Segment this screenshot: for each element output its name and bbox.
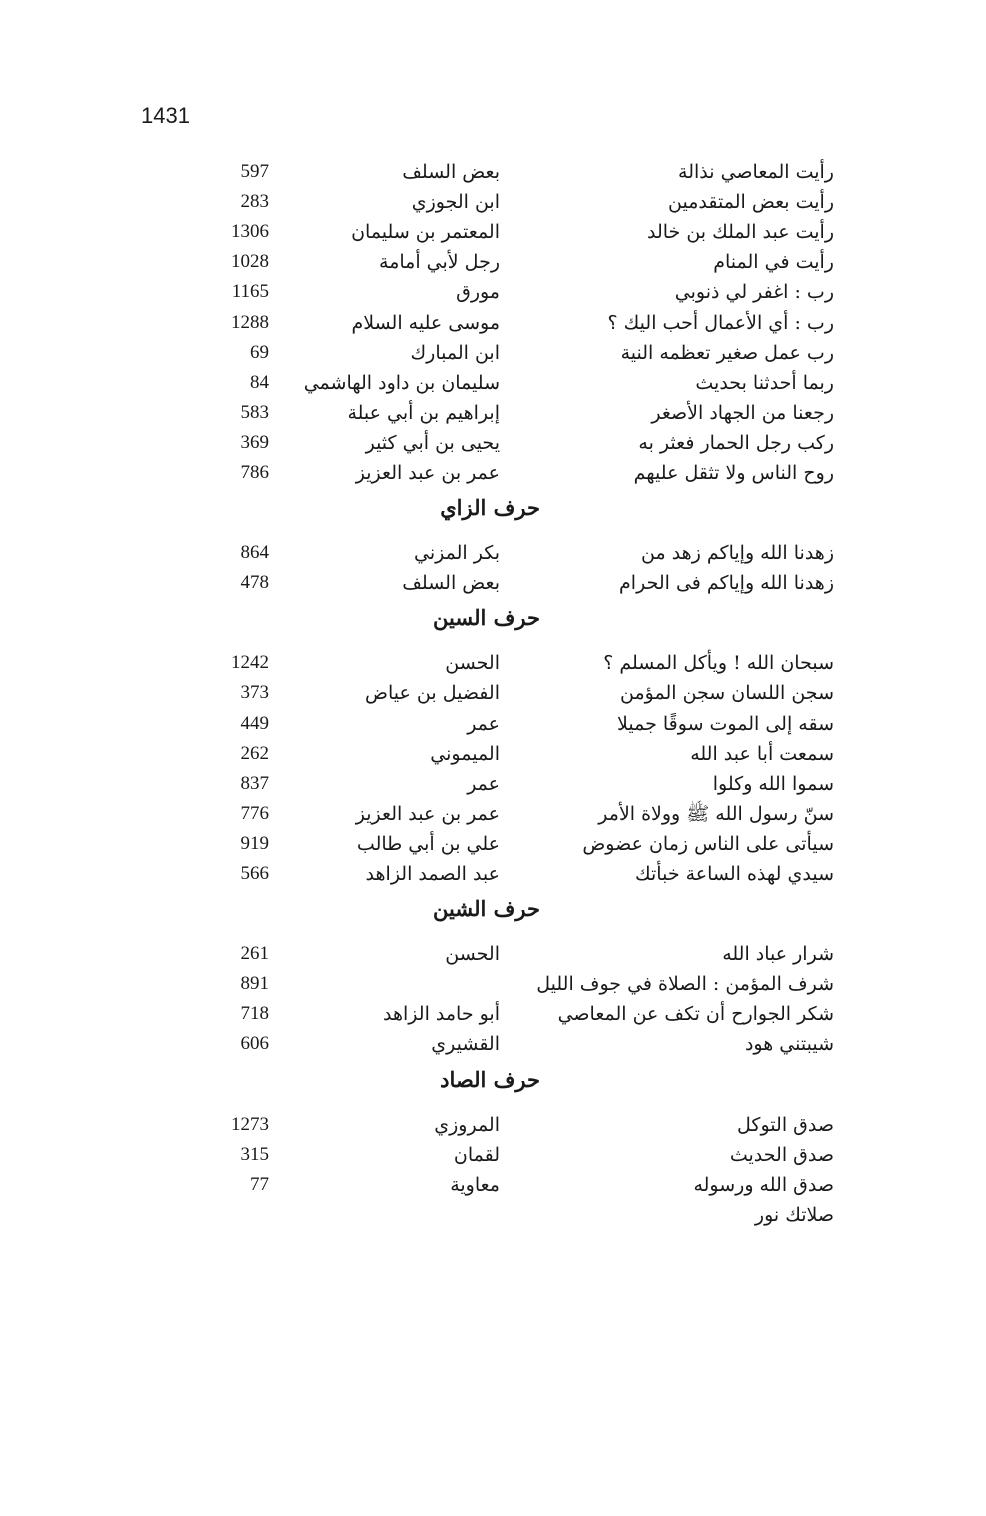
entry-narrator: ابن المبارك: [410, 341, 500, 364]
index-entry: [0, 969, 986, 999]
entry-narrator: المعتمر بن سليمان: [351, 221, 500, 244]
index-entry: [0, 799, 986, 829]
index-entry: [0, 217, 986, 247]
entry-text: شرف المؤمن : الصلاة في جوف الليل: [536, 973, 834, 996]
entry-number: 315: [240, 1143, 269, 1165]
entry-number: 864: [240, 542, 269, 564]
entry-text: زهدنا الله وإياكم فى الحرام: [619, 572, 834, 595]
entry-text: رب : أي الأعمال أحب اليك ؟: [607, 311, 834, 334]
index-entry: [0, 739, 986, 769]
entry-number: 891: [240, 973, 269, 995]
entry-narrator: يحيى بن أبي كثير: [365, 431, 500, 454]
entry-text: رأيت المعاصي نذالة: [678, 161, 834, 183]
entry-narrator: الفضيل بن عياض: [365, 682, 500, 705]
index-entry: [0, 538, 986, 568]
entry-number: 1273: [231, 1113, 269, 1135]
page-number: 1431: [141, 103, 190, 128]
entry-narrator: عمر: [467, 772, 500, 795]
entry-number: 283: [240, 191, 269, 213]
entry-narrator: بعض السلف: [402, 161, 500, 183]
entry-narrator: سليمان بن داود الهاشمي: [303, 371, 500, 394]
index-entry: [0, 368, 986, 398]
entry-number: 69: [250, 341, 269, 363]
section-heading: حرف السين: [433, 605, 540, 631]
index-entry: [0, 1110, 986, 1140]
entry-text: صدق التوكل: [737, 1113, 834, 1136]
entry-narrator: أبو حامد الزاهد: [383, 1003, 500, 1026]
entry-number: 583: [240, 401, 269, 423]
entry-number: 1165: [231, 281, 269, 303]
entry-number: 262: [240, 742, 269, 764]
entry-text: صدق الحديث: [729, 1143, 834, 1166]
entry-narrator: لقمان: [453, 1143, 500, 1166]
entry-text: ركب رجل الحمار فعثر به: [638, 431, 834, 454]
index-entry: [0, 1029, 986, 1059]
entry-number: 606: [240, 1033, 269, 1055]
entry-number: 1242: [231, 652, 269, 674]
entry-narrator: ابن الجوزي: [411, 191, 500, 214]
entry-narrator: إبراهيم بن أبي عبلة: [347, 401, 500, 424]
index-entry: [0, 277, 986, 307]
entry-text: رجعنا من الجهاد الأصغر: [651, 401, 834, 424]
entry-text: رأيت عبد الملك بن خالد: [646, 221, 834, 244]
entry-number: 566: [240, 863, 269, 884]
entry-text: رب : اغفر لي ذنوبي: [674, 281, 834, 304]
entry-narrator: عمر بن عبد العزيز: [355, 462, 500, 484]
index-entry: [0, 428, 986, 458]
entry-number: 478: [240, 572, 269, 594]
entry-text: سنّ رسول الله ﷺ وولاة الأمر: [598, 802, 834, 825]
entry-number: 786: [240, 462, 269, 483]
entry-narrator: بعض السلف: [402, 572, 500, 595]
entry-narrator: عبد الصمد الزاهد: [365, 863, 500, 885]
index-entry: [0, 338, 986, 368]
entry-text: زهدنا الله وإياكم زهد من: [641, 542, 834, 565]
section-heading: حرف الشين: [433, 896, 540, 922]
entry-number: 449: [240, 712, 269, 734]
entry-narrator: بكر المزني: [414, 542, 500, 565]
entry-text: سموا الله وكلوا: [712, 772, 834, 795]
entry-number: 718: [240, 1003, 269, 1025]
index-entry: [0, 247, 986, 277]
index-entry: [0, 859, 986, 889]
entry-narrator: المروزي: [434, 1113, 500, 1136]
entry-narrator: موسى عليه السلام: [351, 311, 500, 334]
index-entry: [0, 939, 986, 969]
index-entry: [0, 1200, 986, 1230]
index-entry: [0, 709, 986, 739]
entry-number: 369: [240, 431, 269, 453]
index-entry: [0, 1170, 986, 1200]
entry-text: شكر الجوارح أن تكف عن المعاصي: [557, 1003, 834, 1026]
entry-narrator: عمر بن عبد العزيز: [355, 802, 500, 825]
entry-number: 1288: [231, 311, 269, 333]
entry-text: رأيت في المنام: [713, 251, 834, 274]
index-entry: [0, 187, 986, 217]
entry-text: صلاتك نور: [754, 1203, 834, 1226]
entry-number: 77: [250, 1173, 269, 1195]
section-heading: حرف الزاي: [440, 495, 540, 521]
entry-number: 597: [240, 161, 269, 182]
section-heading: حرف الصاد: [440, 1066, 540, 1092]
entry-narrator: علي بن أبي طالب: [356, 832, 500, 855]
entry-narrator: الميموني: [430, 742, 500, 765]
index-entry: [0, 568, 986, 598]
index-entry: [0, 648, 986, 678]
entry-text: سمعت أبا عبد الله: [690, 742, 834, 765]
entry-narrator: رجل لأبي أمامة: [379, 251, 500, 274]
index-entry: [0, 308, 986, 338]
entry-text: سيدي لهذه الساعة خبأتك: [635, 863, 834, 885]
index-entry: [0, 769, 986, 799]
entry-number: 373: [240, 682, 269, 704]
entry-number: 837: [240, 772, 269, 794]
entry-narrator: مورق: [456, 281, 500, 304]
index-entry: [0, 398, 986, 428]
entry-number: 1028: [231, 251, 269, 273]
entry-narrator: الحسن: [445, 652, 500, 675]
entry-number: 776: [240, 802, 269, 824]
entry-number: 261: [240, 943, 269, 965]
index-entry: [0, 678, 986, 708]
index-entry: [0, 157, 986, 187]
entry-text: صدق الله ورسوله: [693, 1173, 834, 1196]
entry-text: شرار عباد الله: [722, 943, 834, 966]
index-entry: [0, 458, 986, 488]
index-entry: [0, 1140, 986, 1170]
entry-number: 1306: [231, 221, 269, 243]
entry-narrator: القشيري: [431, 1033, 500, 1056]
entry-text: شيبتني هود: [744, 1033, 834, 1056]
entry-text: سيأتى على الناس زمان عضوض: [582, 832, 834, 855]
entry-text: رب عمل صغير تعظمه النية: [620, 341, 834, 364]
entry-narrator: معاوية: [450, 1173, 500, 1196]
entry-text: روح الناس ولا تثقل عليهم: [633, 462, 834, 484]
index-entry: [0, 999, 986, 1029]
entry-text: ربما أحدثنا بحديث: [695, 371, 834, 394]
index-entry: [0, 829, 986, 859]
entry-number: 84: [250, 371, 269, 393]
entry-narrator: عمر: [467, 712, 500, 735]
entry-text: رأيت بعض المتقدمين: [668, 191, 834, 214]
entry-text: سبحان الله ! ويأكل المسلم ؟: [603, 652, 834, 675]
entry-text: سجن اللسان سجن المؤمن: [620, 682, 834, 705]
entry-number: 919: [240, 832, 269, 854]
entry-text: سقه إلى الموت سوقًا جميلا: [617, 712, 834, 735]
entry-narrator: الحسن: [445, 943, 500, 966]
